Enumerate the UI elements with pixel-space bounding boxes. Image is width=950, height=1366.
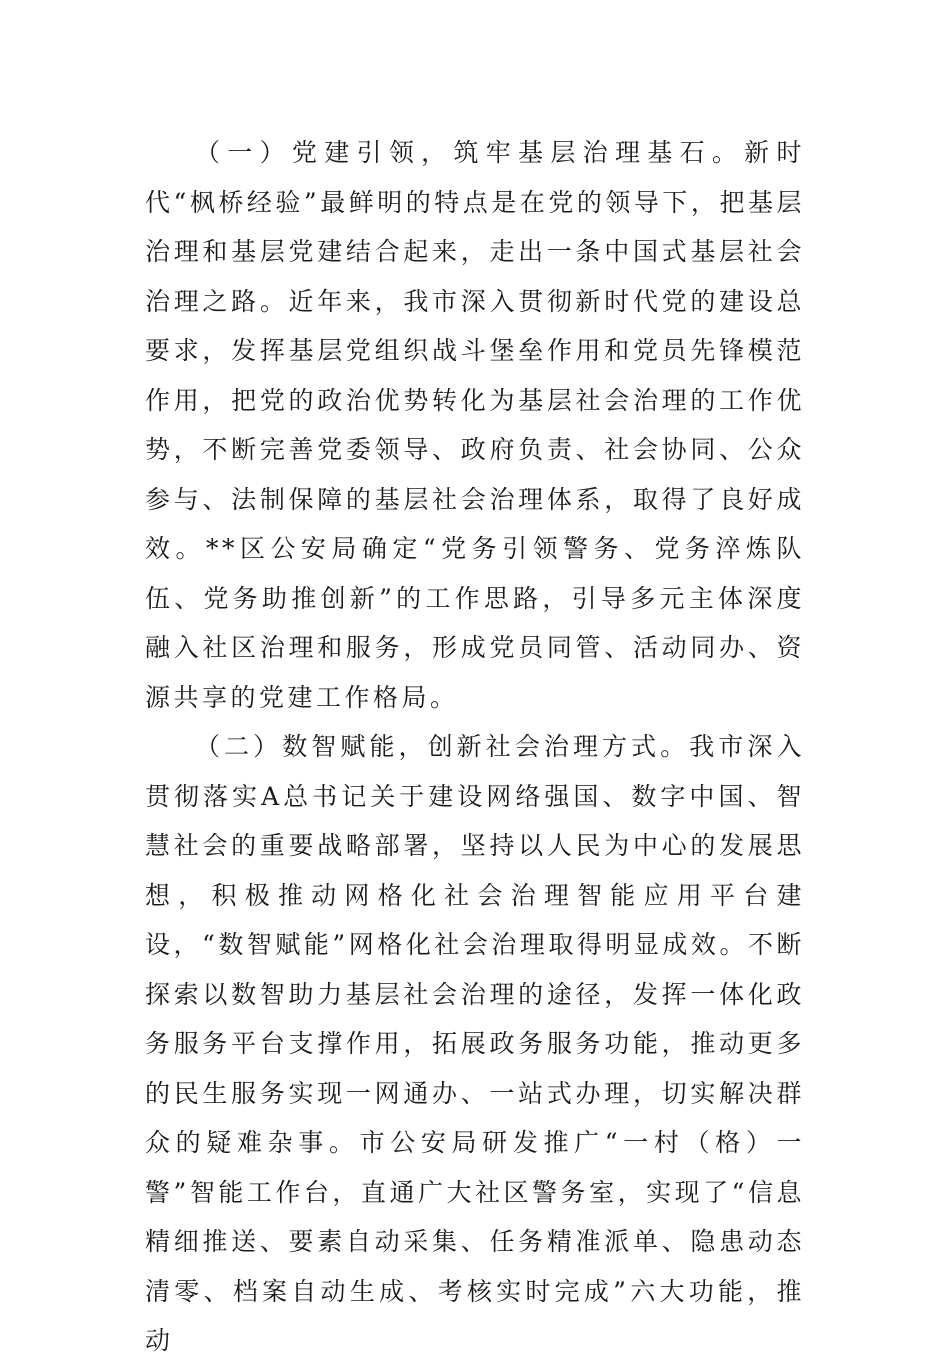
- paragraph-party-building: （一）党建引领，筑牢基层治理基石。新时代“枫桥经验”最鲜明的特点是在党的领导下，把基层治理和基层党建结合起来，走出一条中国式基层社会治理之路。近年来，我市深入贯彻新时代党的建设总要求，发挥基层党组织战斗堡垒作用和党员先锋模范作用，把党的政治优势转化为基层社会治理的工作优势，不断完善党委领导、政府负责、社会协同、公众参与、法制保障的基层社会治理体系，取得了良好成效。**区公安局确定“党务引领警务、党务淬炼队伍、党务助推创新”的工作思路，引导多元主体深度融入社区治理和服务，形成党员同管、活动同办、资源共享的党建工作格局。: [145, 138, 805, 712]
- paragraph-digital-empowerment: （二）数智赋能，创新社会治理方式。我市深入贯彻落实A总书记关于建设网络强国、数字中国、智慧社会的重要战略部署，坚持以人民为中心的发展思想，积极推动网格化社会治理智能应用平台建设，“数智赋能”网格化社会治理取得明显成效。不断探索以数智助力基层社会治理的途径，发挥一体化政务服务平台支撑作用，拓展政务服务功能，推动更多的民生服务实现一网通办、一站式办理，切实解决群众的疑难杂事。市公安局研发推广“一村（格）一警”智能工作台，直通广大社区警务室，实现了“信息精细推送、要素自动采集、任务精准派单、隐患动态清零、档案自动生成、考核实时完成”六大功能，推动: [145, 732, 805, 1355]
- document-body: [145, 128, 805, 1366]
